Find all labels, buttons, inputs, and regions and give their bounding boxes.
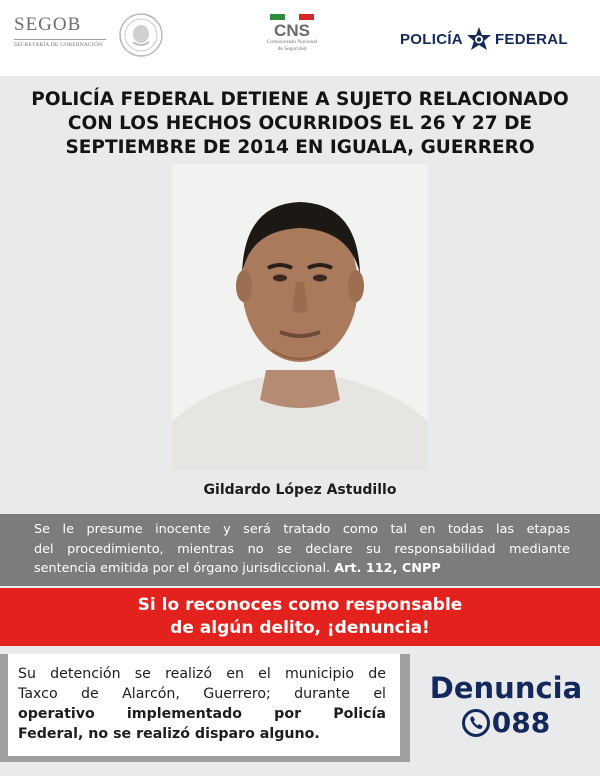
detention-text	[18, 664, 386, 744]
policia-federal-logo	[400, 26, 568, 52]
person-name: Gildardo López Astudillo	[203, 482, 397, 498]
cns-title: CNS	[274, 21, 310, 40]
presumption-line-2: del procedimiento, mientras no se declare su responsabilidad mediante	[34, 541, 570, 557]
federal-word: FEDERAL	[494, 30, 568, 48]
national-seal-icon	[118, 12, 164, 58]
segob-title: SEGOB	[14, 14, 82, 35]
detention-line-3	[18, 704, 386, 724]
headline-line: POLICÍA FEDERAL DETIENE A SUJETO RELACIONADO	[31, 89, 569, 110]
call-to-action-band	[0, 588, 600, 646]
headline-line: SEPTIEMBRE DE 2014 EN IGUALA, GUERRERO	[65, 137, 535, 158]
denuncia-label: Denuncia	[429, 671, 583, 705]
segob-subtitle: SECRETARÍA DE GOBERNACIÓN	[14, 42, 103, 48]
call-to-action-line-1: Si lo reconoces como responsable	[137, 595, 463, 615]
suspect-photo	[172, 164, 428, 470]
segob-rule	[14, 39, 106, 40]
header	[0, 0, 600, 76]
detention-box-shadow	[0, 654, 410, 762]
call-to-action-line-2: de algún delito, ¡denuncia!	[170, 618, 430, 638]
detention-line-4	[18, 724, 386, 744]
policia-word: POLICÍA	[400, 30, 463, 48]
suspect-portrait-image	[172, 164, 428, 470]
article-reference: Art. 112, CNPP	[334, 561, 441, 576]
cns-subtitle-2: de Seguridad	[277, 46, 307, 52]
police-star-icon	[466, 26, 492, 52]
cns-logo	[252, 14, 332, 53]
detention-box	[8, 654, 400, 756]
presumption-text	[34, 520, 570, 579]
presumption-line-3-text: sentencia emitida por el órgano jurisdiccional.	[34, 561, 331, 576]
segob-logo	[14, 14, 106, 48]
detention-line-1: Su detención se realizó en el municipio de	[18, 666, 386, 682]
headline	[0, 88, 600, 160]
hotline-number-row[interactable]	[412, 708, 600, 738]
hotline-number: 088	[491, 706, 551, 739]
detention-line-2: Taxco de Alarcón, Guerrero; durante el	[18, 686, 386, 702]
headline-line: CON LOS HECHOS OCURRIDOS EL 26 Y 27 DE	[67, 113, 533, 134]
presumption-line-3	[34, 559, 570, 579]
report-hotline	[412, 670, 600, 738]
presumption-line-1: Se le presume inocente y será tratado como tal en todas las etapas	[34, 522, 570, 537]
presumption-band	[0, 514, 600, 586]
detention-line-3-bold: operativo implementado por Policía	[18, 706, 386, 722]
phone-icon	[462, 709, 490, 737]
cns-subtitle-1: Comisionado Nacional	[266, 39, 318, 45]
detention-line-4-bold: Federal, no se realizó disparo alguno.	[18, 726, 320, 742]
cns-flag-mark	[270, 14, 314, 20]
